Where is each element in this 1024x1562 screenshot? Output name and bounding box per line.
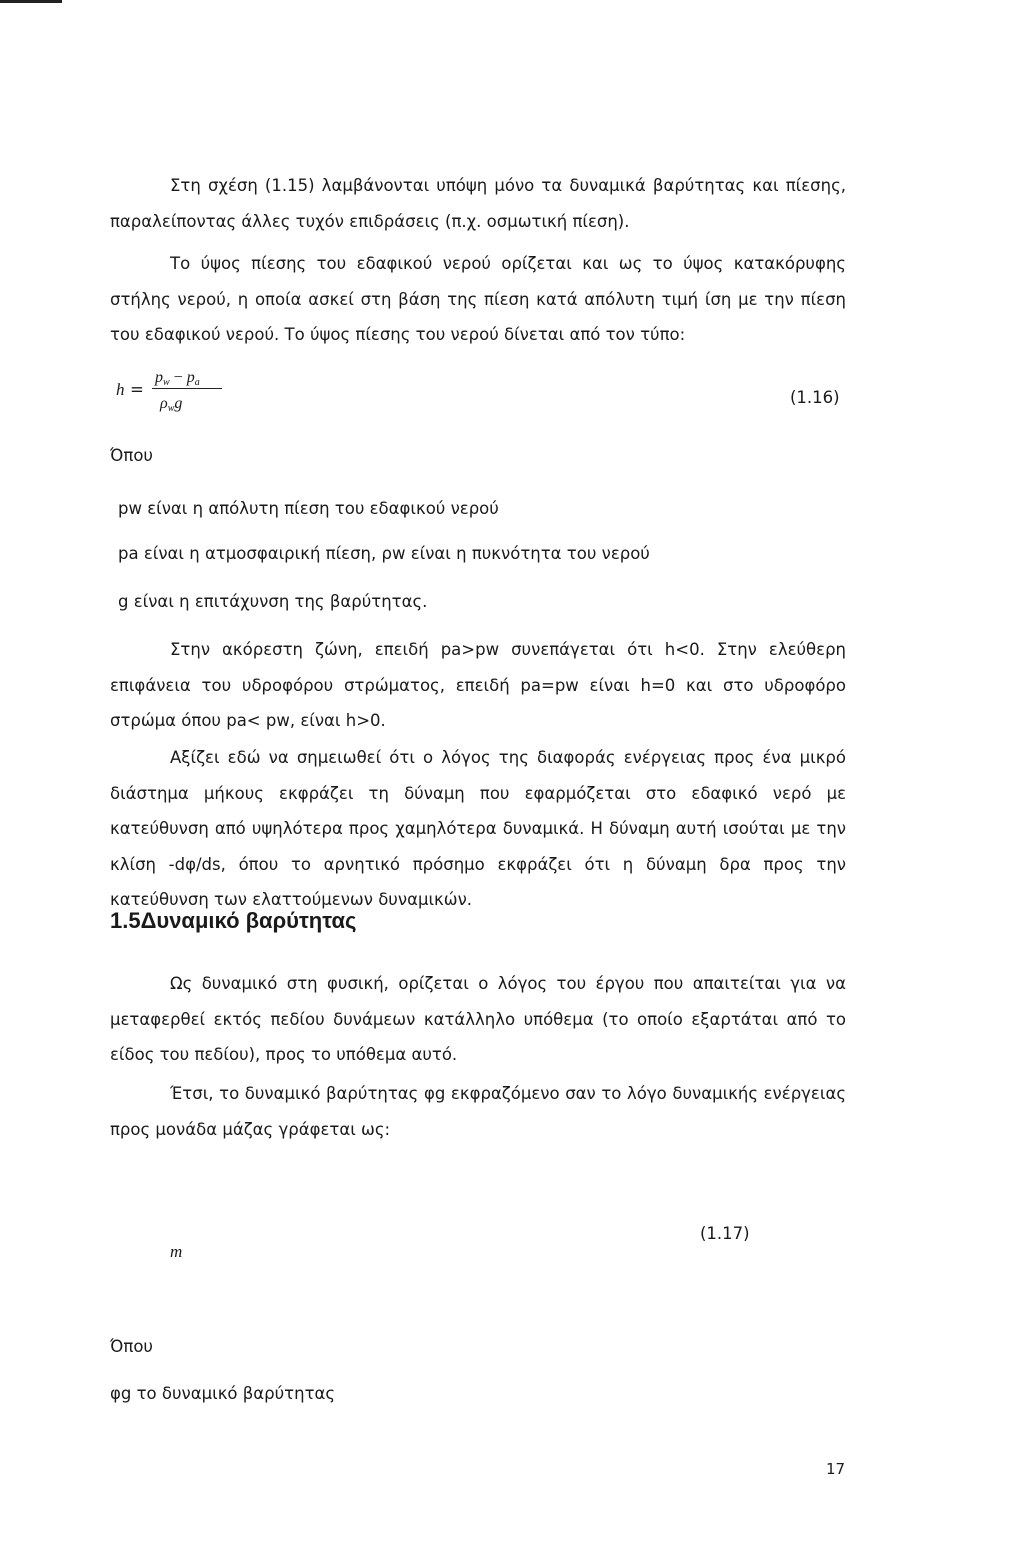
definition-pw: pw είναι η απόλυτη πίεση του εδαφικού νερού bbox=[118, 499, 499, 518]
equation-fraction-bar bbox=[152, 388, 222, 389]
definition-pa-rho: pa είναι η ατμοσφαιρική πίεση, ρw είναι η πυκνότητα του νερού bbox=[118, 544, 650, 563]
definition-g: g είναι η επιτάχυνση της βαρύτητας. bbox=[118, 592, 428, 611]
equation-numerator: $p_w - p_a$ bbox=[155, 369, 200, 388]
equation-denominator: $\rho_wg$ bbox=[160, 395, 183, 414]
scan-corner-mark bbox=[0, 0, 62, 3]
paragraph-gravity-potential-expression: Έτσι, το δυναμικό βαρύτητας φg εκφραζόμενο σαν το λόγο δυναμικής ενέργειας προς μονάδα μάζας γράφεται ως: bbox=[110, 1084, 846, 1139]
paragraph-force-gradient: Αξίζει εδώ να σημειωθεί ότι ο λόγος της διαφοράς ενέργειας προς ένα μικρό διάστημα μήκους εκφράζει τη δύναμη που εφαρμόζεται στο εδαφικό νερό με κατεύθυνση από υψηλότερα προς χαμηλότερα δυναμικά. Η δύναμη αυτή ισούται με την κλίση -dφ/ds, όπου το αρνητικό πρόσημο εκφράζει ότι η δύναμη δρα προς την κατεύθυνση των ελαττούμενων δυναμικών. bbox=[110, 748, 846, 909]
equation-denominator-m: m bbox=[170, 1242, 183, 1261]
page-number: 17 bbox=[826, 1460, 846, 1478]
paragraph-pressure-head-definition: Το ύψος πίεσης του εδαφικού νερού ορίζεται και ως το ύψος κατακόρυφης στήλης νερού, η οποία ασκεί στη βάση της πίεση κατά απόλυτη τιμή ίση με την πίεση του εδαφικού νερού. Το ύψος πίεσης του νερού δίνεται από τον τύπο: bbox=[110, 254, 846, 344]
paragraph-potential-definition: Ως δυναμικό στη φυσική, ορίζεται ο λόγος του έργου που απαιτείται για να μεταφερθεί εκτός πεδίου δυνάμεων κατάλληλο υπόθεμα (το οποίο εξαρτάται από το είδος του πεδίου), προς το υπόθεμα αυτό. bbox=[110, 974, 846, 1064]
equation-number-1-16: (1.16) bbox=[790, 388, 840, 407]
paragraph-unsaturated-zone: Στην ακόρεστη ζώνη, επειδή pa>pw συνεπάγεται ότι h<0. Στην ελεύθερη επιφάνεια του υδροφόρου στρώματος, επειδή pa=pw είναι h=0 και στο υδροφόρο στρώμα όπου pa< pw, είναι h>0. bbox=[110, 640, 846, 730]
equation-equals-sign: = bbox=[130, 380, 144, 399]
equation-lhs-h: h bbox=[116, 380, 125, 399]
where-label-1: Όπου bbox=[110, 446, 153, 465]
where-label-2: Όπου bbox=[110, 1337, 153, 1356]
definition-phig: φg το δυναμικό βαρύτητας bbox=[110, 1384, 336, 1403]
equation-number-1-17: (1.17) bbox=[700, 1224, 750, 1243]
paragraph-relation-1-15: Στη σχέση (1.15) λαμβάνονται υπόψη μόνο τα δυναμικά βαρύτητας και πίεσης, παραλείποντας άλλες τυχόν επιδράσεις (π.χ. οσμωτική πίεση). bbox=[110, 176, 846, 231]
section-heading-gravity-potential: 1.5Δυναμικό βαρύτητας bbox=[110, 908, 357, 933]
